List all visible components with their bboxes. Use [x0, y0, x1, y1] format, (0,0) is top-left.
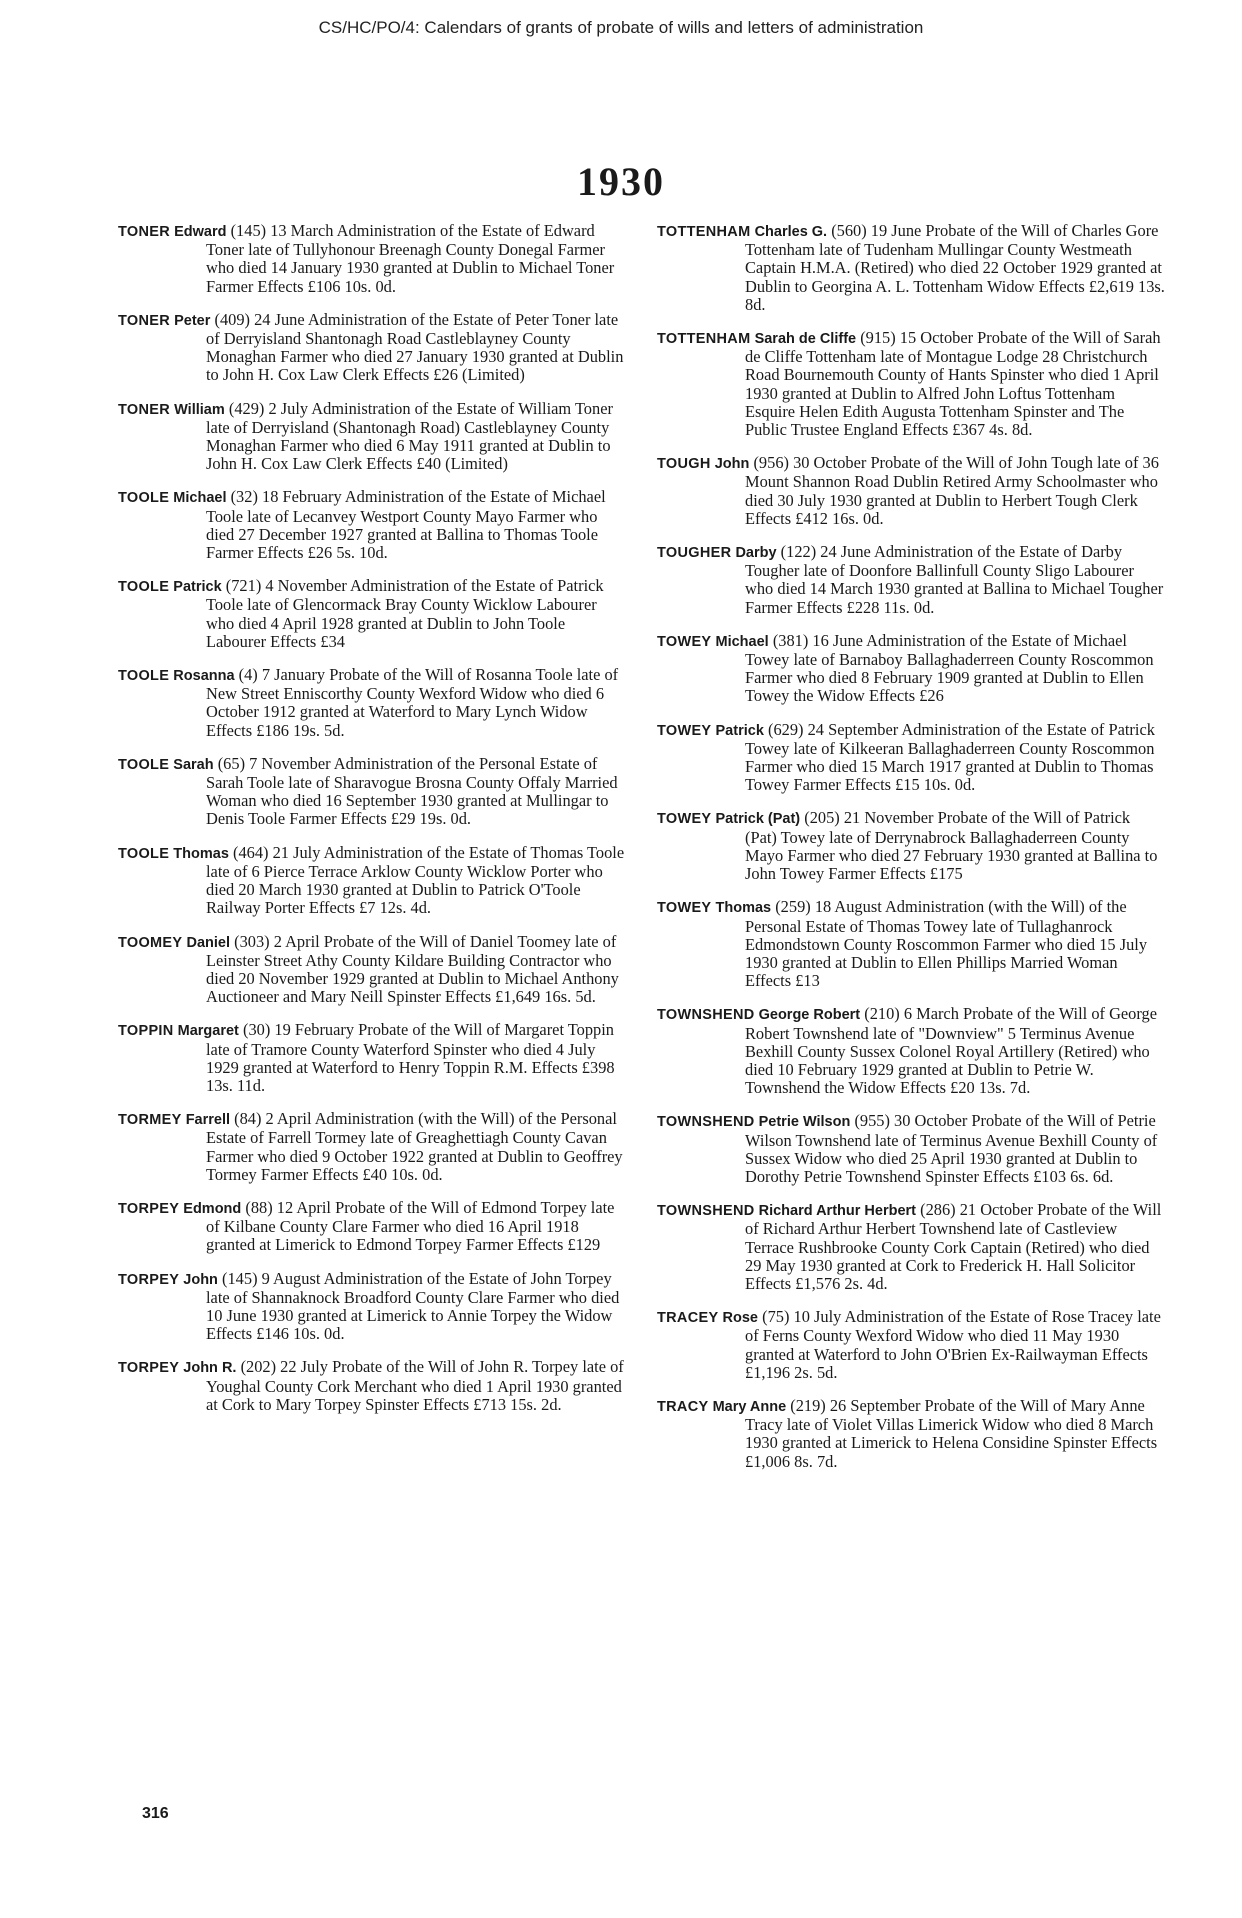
entry-forename: Rosanna	[173, 668, 235, 685]
entry-text: (303) 2 April Probate of the Will of Daniel Toomey late of Leinster Street Athy County Kildare Building Contractor who died 20 November 1929 granted at Dublin to Michael Anthony Auctioneer and Mary Neill Spinster Effects £1,649 16s. 5d.	[206, 931, 619, 1007]
entry-text: (381) 16 June Administration of the Estate of Michael Towey late of Barnaboy Ballaghaderreen County Roscommon Farmer who died 8 February 1909 granted at Dublin to Ellen Towey the Widow Effects £26	[745, 630, 1154, 706]
entry-forename: George Robert	[758, 1007, 861, 1024]
entry-surname: TOUGH	[657, 456, 711, 473]
probate-entry	[657, 1308, 1165, 1382]
entry-text: (286) 21 October Probate of the Will of Richard Arthur Herbert Townshend late of Castleview Terrace Rushbrooke County Cork Captain (Retired) who died 29 May 1930 granted at Cork to Frederick H. Hall Solicitor Effects £1,576 2s. 4d.	[745, 1200, 1162, 1293]
right-column	[657, 222, 1165, 1486]
entry-surname: TOWNSHEND	[657, 1007, 755, 1024]
entry-surname: TOWEY	[657, 633, 712, 650]
entry-text: (122) 24 June Administration of the Estate of Darby Tougher late of Doonfore Ballinfull County Sligo Labourer who died 14 March 1930 granted at Ballina to Michael Tougher Farmer Effects £228 11s. 0d.	[745, 542, 1164, 617]
entry-forename: Mary Anne	[712, 1398, 787, 1415]
entry-text: (915) 15 October Probate of the Will of Sarah de Cliffe Tottenham late of Montague Lodge 28 Christchurch Road Bournemouth County of Hants Spinster who died 1 April 1930 granted at Dublin to Alfred John Loftus Tottenham Esquire Helen Edith Augusta Tottenham Spinster and The Public Trustee England Effects £367 4s. 8d.	[745, 328, 1161, 440]
left-column	[118, 222, 626, 1429]
entry-forename: Patrick (Pat)	[715, 811, 801, 828]
entry-text: (429) 2 July Administration of the Estate of William Toner late of Derryisland (Shantonagh Road) Castleblayney County Monaghan Farmer who died 6 May 1911 granted at Dublin to John H. Cox Law Clerk Effects £40 (Limited)	[206, 398, 613, 474]
page-number: 316	[142, 1805, 169, 1822]
entry-text: (205) 21 November Probate of the Will of Patrick (Pat) Towey late of Derrynabrock Ballaghaderreen County Mayo Farmer who died 27 February 1930 granted at Ballina to John Towey Farmer Effects £175	[745, 808, 1158, 884]
entry-surname: TONER	[118, 312, 170, 329]
entry-surname: TONER	[118, 401, 170, 418]
probate-entry	[657, 1005, 1165, 1097]
entry-text: (145) 9 August Administration of the Estate of John Torpey late of Shannaknock Broadford County Clare Farmer who died 10 June 1930 granted at Limerick to Annie Torpey the Widow Effects £146 10s. 0d.	[206, 1268, 620, 1344]
entry-text: (75) 10 July Administration of the Estate of Rose Tracey late of Ferns County Wexford Widow who died 11 May 1930 granted at Waterford to John O'Brien Ex-Railwayman Effects £1,196 2s. 5d.	[745, 1307, 1161, 1382]
year-heading: 1930	[577, 159, 665, 204]
entry-surname: TOOLE	[118, 579, 170, 596]
entry-surname: TRACY	[657, 1398, 709, 1415]
entry-text: (259) 18 August Administration (with the Will) of the Personal Estate of Thomas Towey late of Tullaghanrock Edmondstown County Roscommon Farmer who died 15 July 1930 granted at Dublin to Ellen Phillips Married Woman Effects £13	[745, 897, 1148, 991]
entry-forename: Thomas	[715, 900, 772, 917]
entry-surname: TORPEY	[118, 1360, 180, 1377]
probate-entry	[657, 1397, 1165, 1471]
entry-forename: Rose	[722, 1310, 758, 1327]
probate-entry	[657, 454, 1165, 528]
probate-entry	[657, 329, 1165, 439]
probate-entry	[657, 1112, 1165, 1186]
probate-entry	[657, 898, 1165, 990]
probate-entry	[118, 666, 626, 740]
entry-text: (955) 30 October Probate of the Will of Petrie Wilson Townshend late of Terminus Avenue Bexhill County of Sussex Widow who died 25 April 1930 granted at Dublin to Dorothy Petrie Townshend Spinster Effects £103 6s. 6d.	[745, 1111, 1158, 1186]
probate-entry	[118, 844, 626, 918]
probate-entry	[118, 1270, 626, 1344]
entry-surname: TOOMEY	[118, 934, 183, 951]
probate-entry	[118, 311, 626, 385]
entry-forename: Patrick	[715, 722, 764, 739]
entry-forename: John	[183, 1271, 218, 1288]
entry-text: (4) 7 January Probate of the Will of Rosanna Toole late of New Street Enniscorthy County Wexford Widow who died 6 October 1912 granted at Waterford to Mary Lynch Widow Effects £186 19s. 5d.	[206, 665, 619, 740]
probate-entry	[657, 543, 1165, 617]
entry-surname: TONER	[118, 224, 170, 240]
probate-entry	[118, 933, 626, 1007]
entry-forename: Michael	[715, 633, 769, 650]
entry-surname: TOOLE	[118, 668, 170, 685]
entry-surname: TOWEY	[657, 900, 712, 917]
probate-entry	[118, 755, 626, 829]
probate-entry	[118, 1021, 626, 1095]
entry-forename: Patrick	[173, 579, 222, 596]
probate-entry	[118, 1358, 626, 1414]
entry-surname: TORMEY	[118, 1112, 182, 1129]
entry-text: (88) 12 April Probate of the Will of Edmond Torpey late of Kilbane County Clare Farmer who died 16 April 1918 granted at Limerick to Edmond Torpey Farmer Effects £129	[206, 1197, 615, 1255]
entry-text: (32) 18 February Administration of the Estate of Michael Toole late of Lecanvey Westport County Mayo Farmer who died 27 December 1927 granted at Ballina to Thomas Toole Farmer Effects £26 5s. 10d.	[206, 487, 606, 563]
entry-text: (629) 24 September Administration of the Estate of Patrick Towey late of Kilkeeran Ballaghaderreen County Roscommon Farmer who died 15 March 1917 granted at Dublin to Thomas Towey Farmer Effects £15 10s. 0d.	[745, 719, 1155, 795]
entry-surname: TRACEY	[657, 1310, 719, 1327]
entry-forename: Thomas	[173, 845, 229, 862]
entry-surname: TOWEY	[657, 811, 712, 828]
entry-text: (210) 6 March Probate of the Will of George Robert Townshend late of "Downview" 5 Terminus Avenue Bexhill County Sussex Colonel Royal Artillery (Retired) who died 10 February 1929 granted at Dublin to Petrie W. Townshend the Widow Effects £20 13s. 7d.	[745, 1004, 1158, 1098]
entry-forename: Edward	[174, 224, 227, 240]
entry-text: (721) 4 November Administration of the Estate of Patrick Toole late of Glencormack Bray County Wicklow Labourer who died 4 April 1928 granted at Dublin to John Toole Labourer Effects £34	[206, 576, 604, 651]
entry-surname: TOUGHER	[657, 545, 732, 562]
entry-forename: Sarah de Cliffe	[754, 331, 857, 348]
entry-forename: Farrell	[185, 1112, 231, 1129]
entry-surname: TOOLE	[118, 845, 170, 862]
entry-forename: Margaret	[177, 1023, 239, 1040]
entry-surname: TOOLE	[118, 490, 170, 507]
entry-text: (219) 26 September Probate of the Will of Mary Anne Tracy late of Violet Villas Limerick Widow who died 8 March 1930 granted at Limerick to Helena Considine Spinster Effects £1,006 8s. 7d.	[745, 1395, 1158, 1471]
entry-text: (145) 13 March Administration of the Estate of Edward Toner late of Tullyhonour Breenagh County Donegal Farmer who died 14 January 1930 granted at Dublin to Michael Toner Farmer Effects £106 10s. 0d.	[206, 221, 615, 296]
entry-forename: Richard Arthur Herbert	[758, 1203, 916, 1220]
entry-forename: Petrie Wilson	[758, 1114, 851, 1131]
entry-text: (30) 19 February Probate of the Will of Margaret Toppin late of Tramore County Waterford Spinster who died 4 July 1929 granted at Waterford to Henry Toppin R.M. Effects £398 13s. 11d.	[206, 1020, 615, 1095]
probate-entry	[657, 222, 1165, 314]
entry-forename: John R.	[183, 1360, 237, 1377]
entry-surname: TOOLE	[118, 756, 170, 773]
entry-text: (84) 2 April Administration (with the Will) of the Personal Estate of Farrell Tormey late of Greaghettiagh County Cavan Farmer who died 9 October 1922 granted at Dublin to Geoffrey Tormey Farmer Effects £40 10s. 0d.	[206, 1109, 623, 1184]
probate-entry	[118, 1199, 626, 1255]
entry-surname: TOTTENHAM	[657, 331, 751, 348]
probate-entry	[657, 1201, 1165, 1293]
entry-text: (560) 19 June Probate of the Will of Charles Gore Tottenham late of Tudenham Mullingar County Westmeath Captain H.M.A. (Retired) who died 22 October 1929 granted at Dublin to Georgina A. L. Tottenham Widow Effects £2,619 13s. 8d.	[745, 221, 1165, 314]
entry-surname: TOTTENHAM	[657, 224, 751, 240]
entry-surname: TOWNSHEND	[657, 1114, 755, 1131]
entry-surname: TOWEY	[657, 722, 712, 739]
entry-forename: Edmond	[183, 1200, 242, 1217]
probate-entry	[118, 488, 626, 562]
entry-text: (202) 22 July Probate of the Will of John R. Torpey late of Youghal County Cork Merchant who died 1 April 1930 granted at Cork to Mary Torpey Spinster Effects £713 15s. 2d.	[206, 1357, 624, 1414]
page-header: CS/HC/PO/4: Calendars of grants of probate of wills and letters of administration	[318, 18, 924, 37]
probate-entry	[657, 721, 1165, 795]
entry-text: (65) 7 November Administration of the Personal Estate of Sarah Toole late of Sharavogue Brosna County Offaly Married Woman who died 16 September 1930 granted at Mullingar to Denis Toole Farmer Effects £29 19s. 0d.	[206, 753, 618, 829]
entry-surname: TORPEY	[118, 1200, 180, 1217]
entry-surname: TOWNSHEND	[657, 1203, 755, 1220]
probate-entry	[657, 632, 1165, 706]
probate-entry	[118, 400, 626, 474]
entry-forename: Daniel	[186, 934, 230, 951]
entry-forename: Michael	[173, 490, 227, 507]
entry-surname: TOPPIN	[118, 1023, 174, 1040]
entry-forename: Sarah	[173, 756, 214, 773]
entry-forename: Charles G.	[754, 224, 828, 240]
entry-surname: TORPEY	[118, 1271, 180, 1288]
entry-forename: Peter	[174, 312, 211, 329]
probate-entry	[118, 1110, 626, 1184]
entry-text: (464) 21 July Administration of the Estate of Thomas Toole late of 6 Pierce Terrace Arklow County Wicklow Porter who died 20 March 1930 granted at Dublin to Patrick O'Toole Railway Porter Effects £7 12s. 4d.	[206, 842, 625, 918]
entry-forename: Darby	[735, 545, 777, 562]
probate-entry	[118, 577, 626, 651]
entry-text: (956) 30 October Probate of the Will of John Tough late of 36 Mount Shannon Road Dublin Retired Army Schoolmaster who died 30 July 1930 granted at Dublin to Herbert Tough Clerk Effects £412 16s. 0d.	[745, 453, 1159, 528]
entry-forename: William	[174, 401, 225, 418]
probate-entry	[118, 222, 626, 296]
entry-text: (409) 24 June Administration of the Estate of Peter Toner late of Derryisland Shantonagh Road Castleblayney County Monaghan Farmer who died 27 January 1930 granted at Dublin to John H. Cox Law Clerk Effects £26 (Limited)	[206, 309, 624, 385]
probate-entry	[657, 809, 1165, 883]
entry-forename: John	[714, 456, 750, 473]
